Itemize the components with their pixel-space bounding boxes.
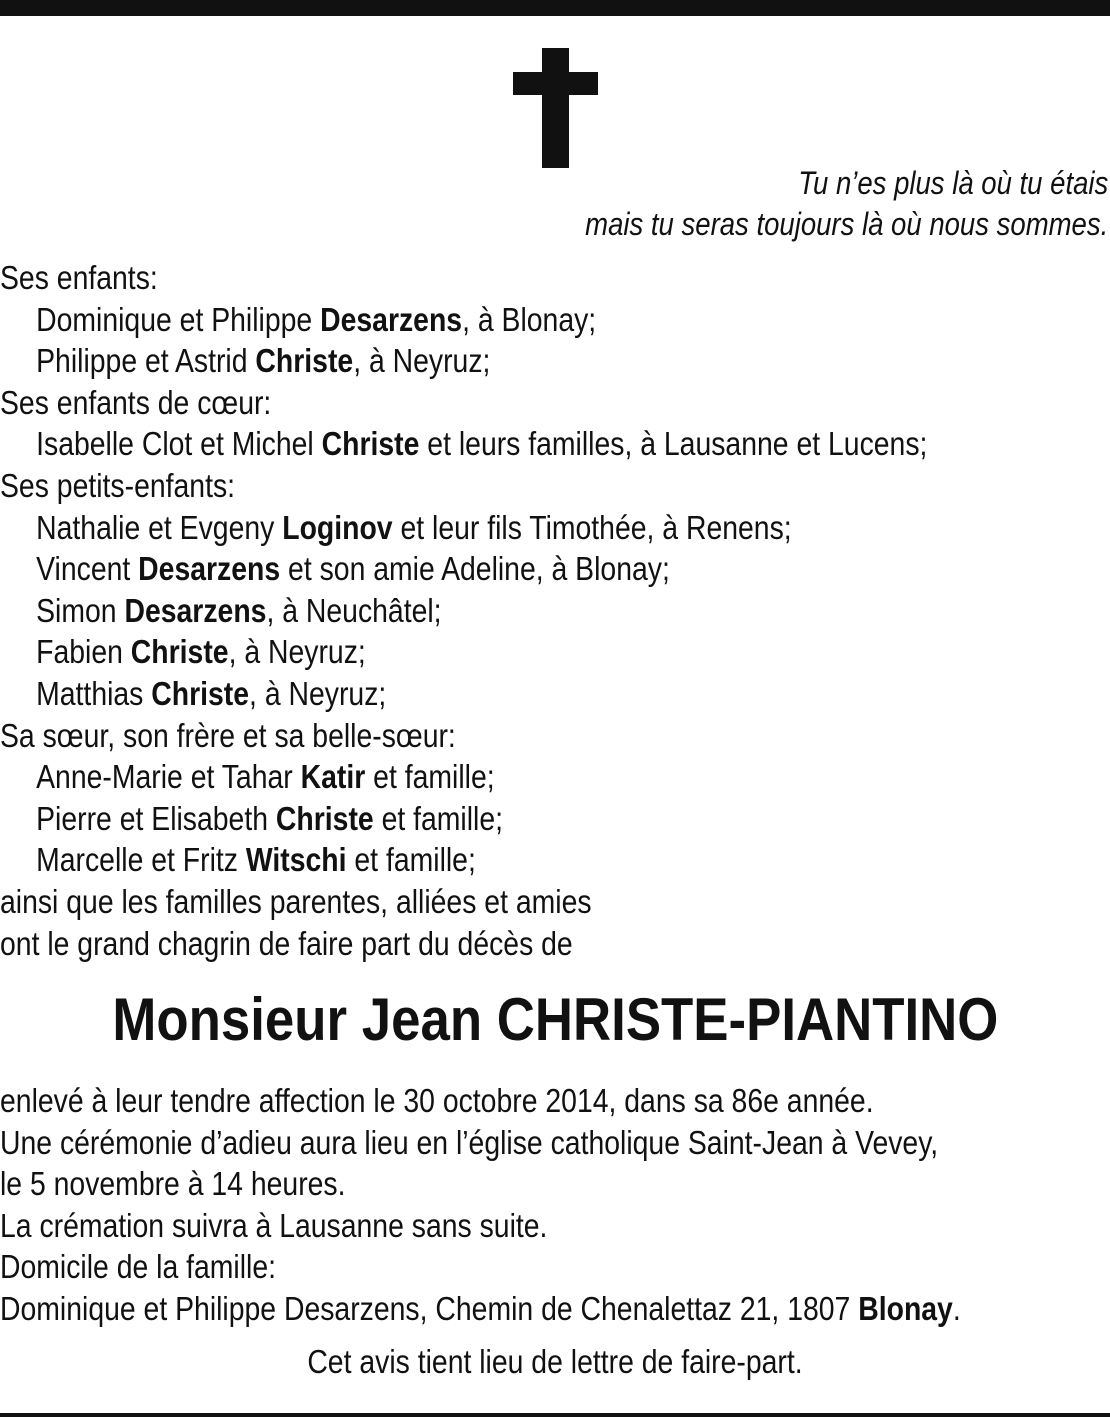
deceased-name: Monsieur Jean CHRISTE-PIANTINO: [112, 986, 998, 1053]
group-heading: Ses enfants:: [0, 259, 158, 296]
cross-icon: [513, 48, 598, 168]
ceremony-details: [0, 1080, 1109, 1330]
list-item: Matthias Christe, à Neyruz;: [36, 674, 387, 712]
list-item: Simon Desarzens, à Neuchâtel;: [36, 591, 442, 629]
list-item: Fabien Christe, à Neyruz;: [36, 633, 366, 671]
details-line-3: le 5 novembre à 14 heures.: [0, 1165, 346, 1203]
details-line-1: enlevé à leur tendre affection le 30 octobre 2014, dans sa 86e année.: [0, 1082, 874, 1119]
list-item: Dominique et Philippe Desarzens, à Blonay;: [36, 300, 597, 338]
list-item: Vincent Desarzens et son amie Adeline, à Blonay;: [36, 550, 670, 588]
list-item: Nathalie et Evgeny Loginov et leur fils Timothée, à Renens;: [36, 508, 792, 546]
mourners-list: [0, 257, 1109, 964]
details-line-5: Domicile de la famille:: [0, 1248, 277, 1286]
quote-line-1: Tu n’es plus là où tu étais: [797, 165, 1108, 201]
list-item: Philippe et Astrid Christe, à Neyruz;: [36, 342, 491, 380]
epigraph-quote: [585, 163, 1108, 245]
group-heading: Ses petits-enfants:: [0, 466, 236, 504]
intro-line-2: ont le grand chagrin de faire part du décès de: [0, 924, 573, 962]
details-line-4: La crémation suivra à Lausanne sans suite.: [0, 1206, 548, 1244]
top-rule: [0, 0, 1110, 16]
intro-line-1: ainsi que les familles parentes, alliées et amies: [0, 882, 592, 920]
group-heading: Ses enfants de cœur:: [0, 383, 272, 421]
list-item: Anne-Marie et Tahar Katir et famille;: [36, 758, 495, 796]
details-line-2: Une cérémonie d’adieu aura lieu en l’église catholique Saint-Jean à Vevey,: [0, 1123, 939, 1161]
family-address: Dominique et Philippe Desarzens, Chemin de Chenalettaz 21, 1807 Blonay.: [0, 1289, 961, 1327]
quote-line-2: mais tu seras toujours là où nous sommes.: [584, 206, 1108, 242]
footer-note: Cet avis tient lieu de lettre de faire-part.: [307, 1343, 803, 1380]
bottom-rule: [0, 1413, 1110, 1417]
group-heading: Sa sœur, son frère et sa belle-sœur:: [0, 716, 456, 754]
list-item: Pierre et Elisabeth Christe et famille;: [36, 799, 504, 837]
list-item: Marcelle et Fritz Witschi et famille;: [36, 841, 476, 879]
list-item: Isabelle Clot et Michel Christe et leurs familles, à Lausanne et Lucens;: [36, 425, 928, 463]
